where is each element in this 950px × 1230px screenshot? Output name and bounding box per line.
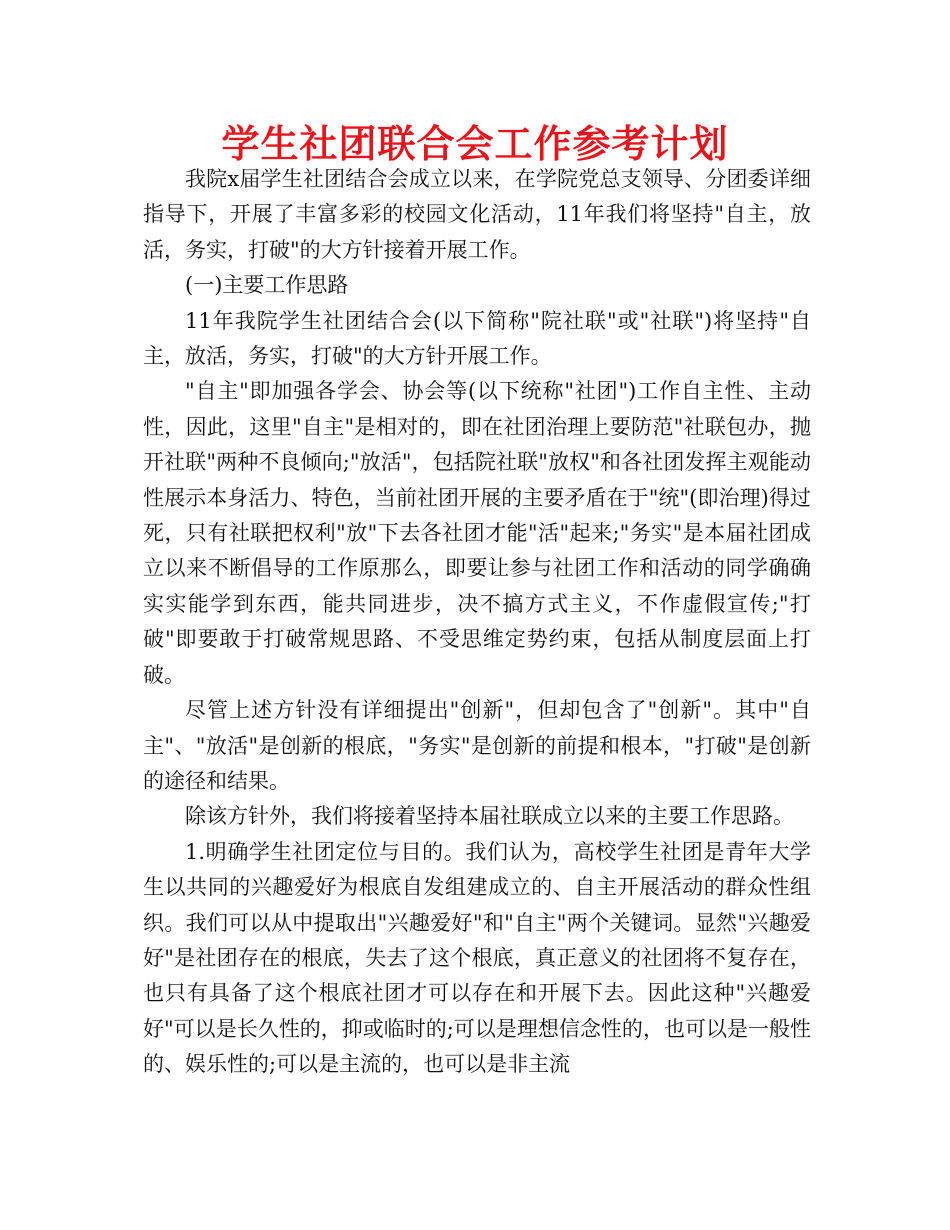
paragraph: 尽管上述方针没有详细提出"创新"，但却包含了"创新"。其中"自主"、"放活"是创新的根底，"务实"是创新的前提和根本，"打破"是创新的途径和结果。: [143, 698, 811, 793]
section-heading: (一)主要工作思路: [185, 273, 349, 298]
document-title: 学生社团联合会工作参考计划: [221, 122, 729, 166]
document-body: [143, 162, 811, 1083]
paragraph: "自主"即加强各学会、协会等(以下统称"社团")工作自主性、主动性，因此，这里"自主"是相对的，即在社团治理上要防范"社联包办，抛开社联"两种不良倾向;"放活"，包括院社联"放权"和各社团发挥主观能动性展示本身活力、特色，当前社团开展的主要矛盾在于"统"(即治理)得过死，只有社联把权利"放"下去各社团才能"活"起来;"务实"是本届社团成立以来不断倡导的工作原那么，即要让参与社团工作和活动的同学确确实实能学到东西，能共同进步，决不搞方式主义，不作虚假宣传;"打破"即要敢于打破常规思路、不受思维定势约束，包括从制度层面上打破。: [143, 379, 811, 687]
paragraph: 1.明确学生社团定位与目的。我们认为，高校学生社团是青年大学生以共同的兴趣爱好为根底自发组建成立的、自主开展活动的群众性组织。我们可以从中提取出"兴趣爱好"和"自主"两个关键词。显然"兴趣爱好"是社团存在的根底，失去了这个根底，真正意义的社团将不复存在，也只有具备了这个根底社团才可以存在和开展下去。因此这种"兴趣爱好"可以是长久性的，抑或临时的;可以是理想信念性的，也可以是一般性的、娱乐性的;可以是主流的，也可以是非主流: [143, 839, 811, 1077]
paragraph: 我院x届学生社团结合会成立以来，在学院党总支领导、分团委详细指导下，开展了丰富多彩的校园文化活动，11年我们将坚持"自主，放活，务实，打破"的大方针接着开展工作。: [143, 167, 811, 262]
paragraph: 11年我院学生社团结合会(以下简称"院社联"或"社联")将坚持"自主，放活，务实，打破"的大方针开展工作。: [143, 308, 811, 369]
paragraph: 除该方针外，我们将接着坚持本届社联成立以来的主要工作思路。: [185, 804, 794, 829]
